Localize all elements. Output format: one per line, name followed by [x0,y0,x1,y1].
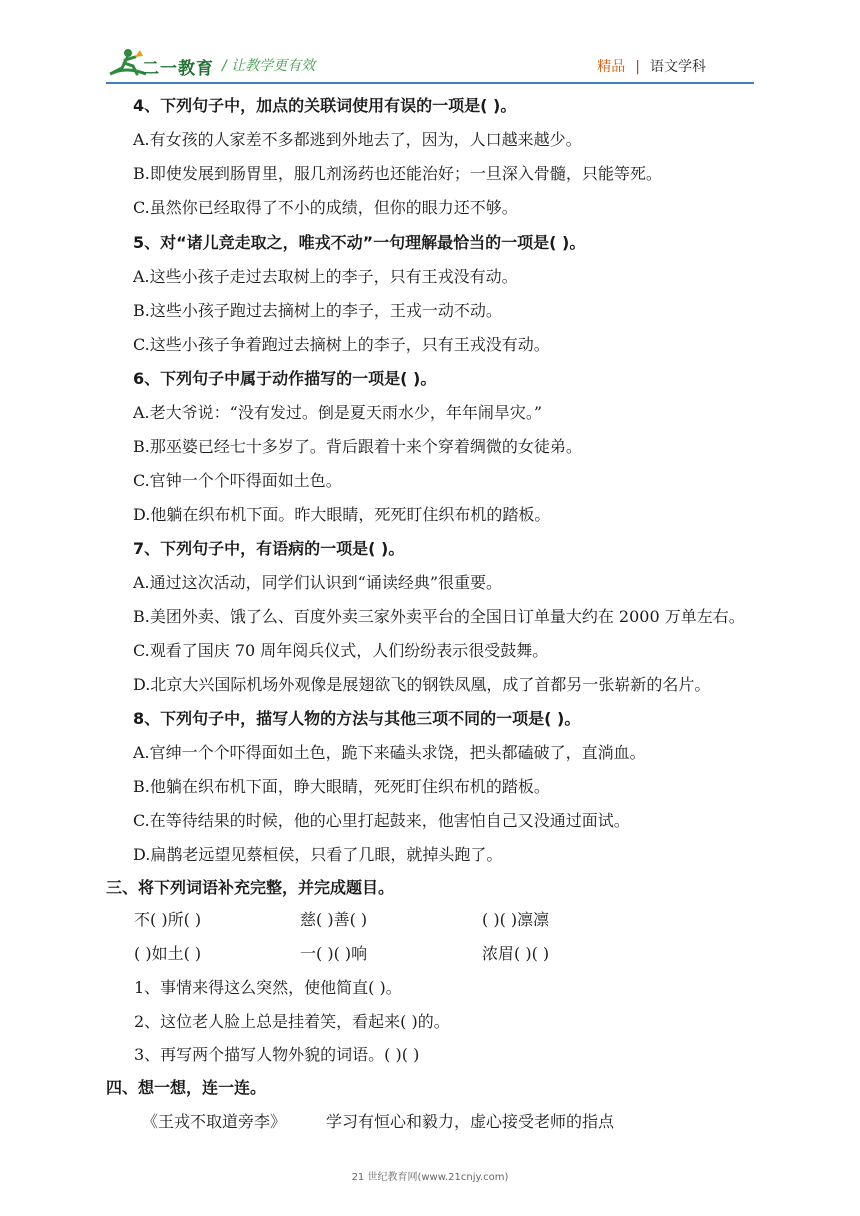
question-5-option-c: C.这些小孩子争着跑过去摘树上的李子，只有王戎没有动。 [133,335,550,354]
question-8-option-d: D.扁鹊老远望见蔡桓侯，只看了几眼，就掉头跑了。 [133,845,503,864]
question-6-option-c: C.官钟一个个吓得面如土色。 [133,471,342,490]
idiom-blank: ( )( )凛凛 [482,910,550,929]
question-8-option-b: B.他躺在织布机下面，睁大眼睛，死死盯住织布机的踏板。 [133,777,550,796]
brand-slogan: / 让教学更有效 [222,58,316,74]
question-7-option-a: A.通过这次活动，同学们认识到“诵读经典”很重要。 [133,573,503,592]
page-header [0,0,860,100]
question-8-option-a: A.官绅一个个吓得面如土色，跪下来磕头求饶，把头都磕破了，直淌血。 [133,743,646,762]
question-6-option-d: D.他躺在织布机下面。昨大眼睛，死死盯住织布机的踏板。 [133,505,551,524]
match-left-item: 《王戎不取道旁李》 [142,1112,287,1131]
subject-label: 语文学科 [650,59,706,75]
question-7-option-b: B.美团外卖、饿了么、百度外卖三家外卖平台的全国日订单量大约在 2000 万单左右。 [133,607,745,626]
question-6-option-b: B.那巫婆已经七十多岁了。背后跟着十来个穿着绸微的女徒弟。 [133,437,582,456]
section-3-title: 三、将下列词语补充完整，并完成题目。 [106,878,395,897]
idiom-blank: 浓眉( )( ) [482,944,550,963]
question-7-stem: 7、下列句子中，有语病的一项是( )。 [133,539,405,558]
question-8-option-c: C.在等待结果的时候，他的心里打起鼓来，他害怕自己又没通过面试。 [133,811,630,830]
header-divider [106,82,754,84]
question-4-stem: 4、下列句子中，加点的关联词使用有误的一项是( )。 [133,96,517,115]
header-right [597,56,706,76]
match-right-item: 学习有恒心和毅力，虚心接受老师的指点 [326,1112,615,1131]
header-separator: | [635,59,640,75]
question-5-option-a: A.这些小孩子走过去取树上的李子，只有王戎没有动。 [133,267,518,286]
page-footer: 21 世纪教育网(www.21cnjy.com) [351,1172,509,1183]
question-8-stem: 8、下列句子中，描写人物的方法与其他三项不同的一项是( )。 [133,709,581,728]
question-7-option-d: D.北京大兴国际机场外观像是展翅欲飞的钢铁凤凰，成了首都另一张崭新的名片。 [133,675,711,694]
question-5-stem: 5、对“诸儿竞走取之，唯戎不动”一句理解最恰当的一项是( )。 [133,233,586,252]
section-3-item-3: 3、再写两个描写人物外貌的词语。( )( ) [134,1045,420,1064]
premium-tag: 精品 [597,59,626,75]
question-5-option-b: B.这些小孩子跑过去摘树上的李子，王戎一动不动。 [133,301,502,320]
section-3-item-2: 2、这位老人脸上总是挂着笑，看起来( )的。 [134,1012,450,1031]
section-3-item-1: 1、事情来得这么突然，使他简直( )。 [134,978,402,997]
question-6-stem: 6、下列句子中属于动作描写的一项是( )。 [133,369,437,388]
brand-name: 二一教育 [142,59,214,79]
idiom-blank: ( )如土( ) [134,944,202,963]
question-4-option-b: B.即使发展到肠胃里，服几剂汤药也还能治好；一旦深入骨髓，只能等死。 [133,164,662,183]
question-7-option-c: C.观看了国庆 70 周年阅兵仪式，人们纷纷表示很受鼓舞。 [133,641,549,660]
idiom-blank: 不( )所( ) [134,910,202,929]
idiom-blank: 一( )( )响 [300,944,368,963]
section-4-title: 四、想一想，连一连。 [106,1078,267,1097]
question-4-option-c: C.虽然你已经取得了不小的成绩，但你的眼力还不够。 [133,198,518,217]
idiom-blank: 慈( )善( ) [300,910,368,929]
question-4-option-a: A.有女孩的人家差不多都逃到外地去了，因为，人口越来越少。 [133,130,582,149]
question-6-option-a: A.老大爷说：“没有发过。倒是夏天雨水少，年年闹旱灾。” [133,403,543,422]
